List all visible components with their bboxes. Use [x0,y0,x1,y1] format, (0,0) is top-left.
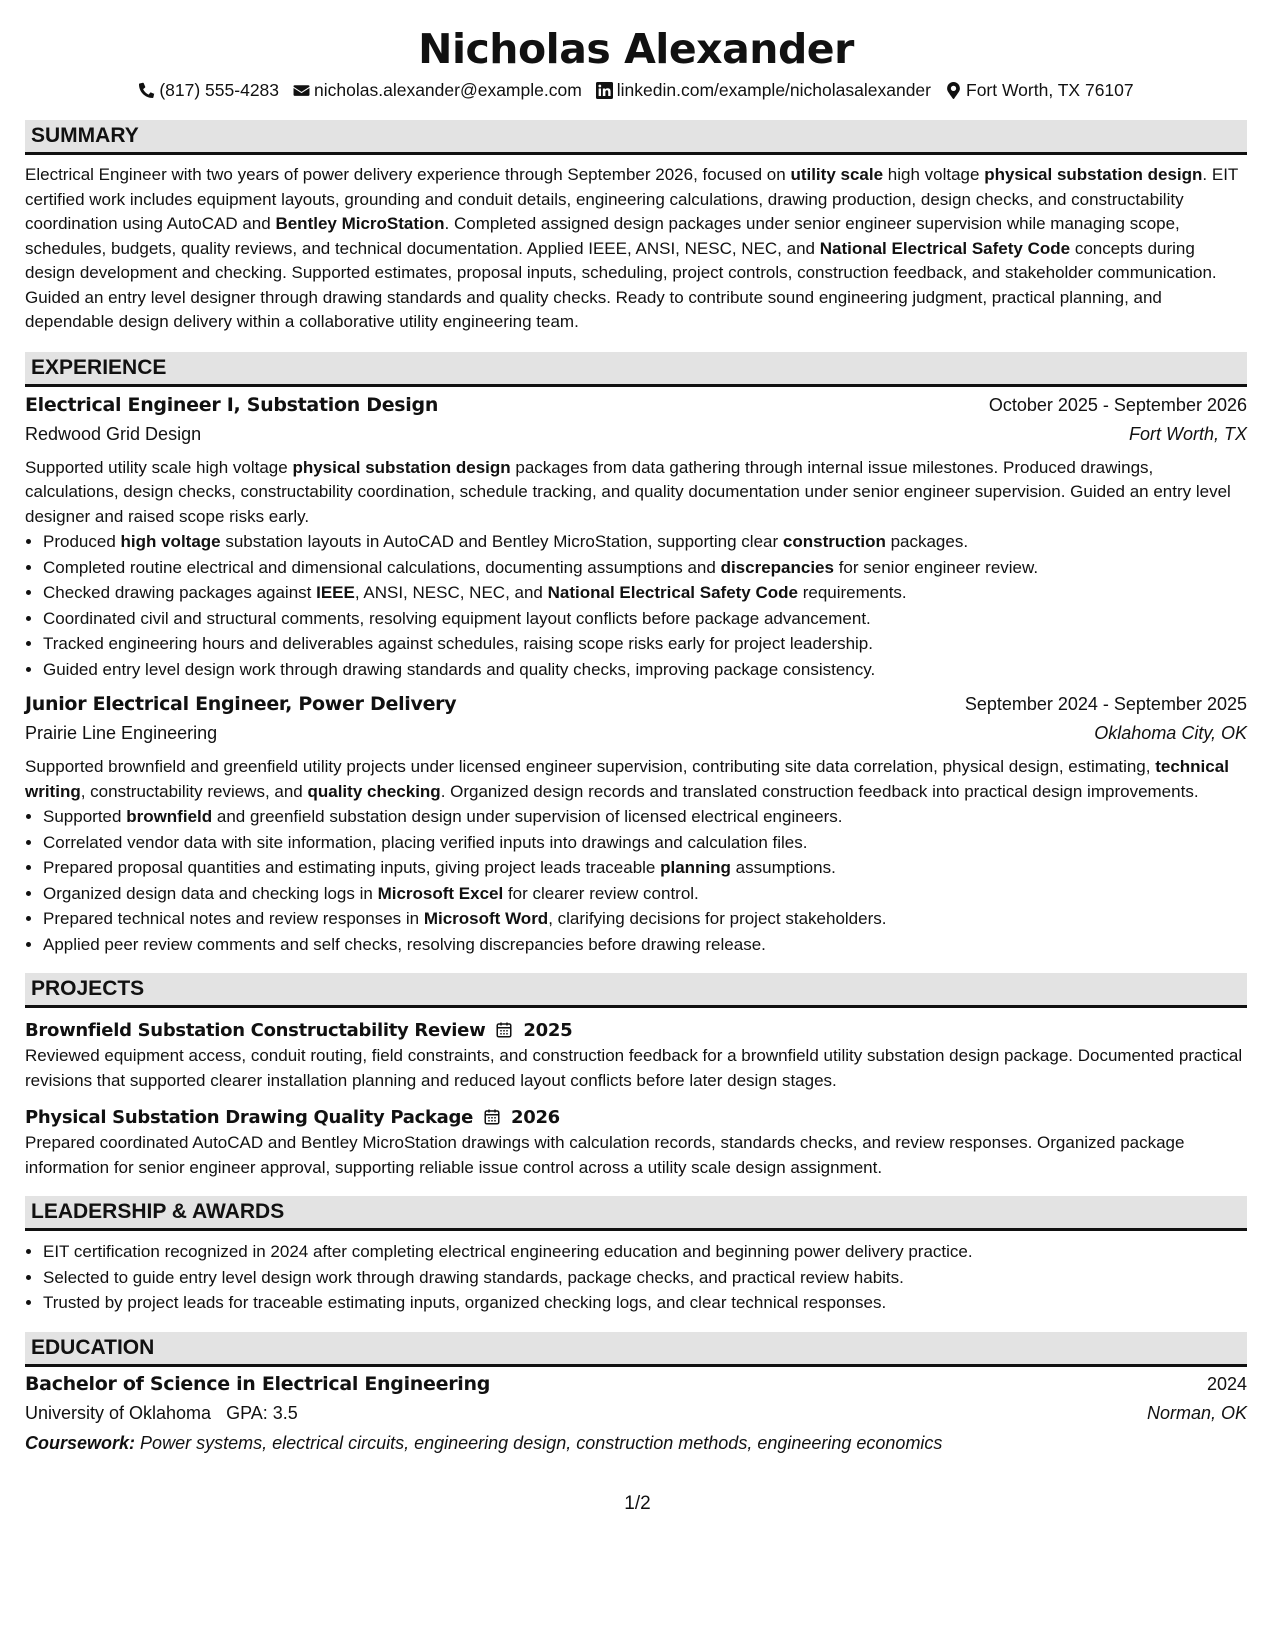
list-item [43,606,1247,632]
text-span: Applied peer review comments and self checks, resolving discrepancies before drawing release. [43,934,766,954]
text-span: . EIT certified work includes equipment layouts, grounding and conduit details, engineering calculations, drawing production, design checks, and constructability coordination using AutoCAD and [25,165,1238,233]
text-span: Produced [43,532,121,551]
phone-text: (817) 555-4283 [159,79,280,100]
list-item [43,855,1247,881]
bold-text: IEEE [316,583,355,602]
contact-bar [25,78,1247,102]
text-span: Supported brownfield and greenfield utility projects under licensed engineer supervision, contributing site data correlation, physical design, estimating, [25,757,1156,776]
list-item [43,906,1247,932]
school-line [25,1403,298,1424]
text-span: Prepared proposal quantities and estimating inputs, giving project leads traceable [43,858,661,877]
degree: Bachelor of Science in Electrical Engineering [25,1372,490,1395]
job-summary [25,456,1247,530]
job-entry [25,394,1247,683]
text-span: Electrical Engineer with two years of power delivery experience through September 2026, focused on [25,165,791,184]
text-span: for senior engineer review. [833,557,1039,577]
job-bullets [25,529,1247,682]
project-title: Brownfield Substation Constructability Review [25,1019,486,1041]
text-span: packages. [885,532,969,551]
bold-text: Bentley MicroStation [275,214,445,233]
project-description: Prepared coordinated AutoCAD and Bentley MicroStation drawings with calculation records, standards checks, and review responses. Organized package information for senior engineer approval, supporting reliable issue control across a utility scale design assignment. [25,1133,1185,1177]
bold-text: physical substation design [292,457,511,477]
list-item [43,804,1247,830]
list-item [43,830,1247,856]
text-span: Coordinated civil and structural comments, resolving equipment layout conflicts before package advancement. [43,608,871,628]
bold-text: planning [660,858,731,877]
text-span: packages from data gathering through internal issue milestones. Produced drawings, calculations, design checks, constructability coordination, schedule tracking, and quality documentation under senior engineer supervision. Guided an entry level designer and raised scope risks early. [25,457,1231,526]
coursework [25,1433,1247,1463]
text-span: concepts during design development and checking. Supported estimates, proposal inputs, scheduling, project controls, construction feedback, and stakeholder communication. Guided an entry level designer through drawing standards and quality checks. Ready to contribute sound engineering judgment, practical planning, and dependable design delivery within a collaborative utility engineering team. [25,238,1217,331]
project-year: 2026 [511,1106,560,1128]
job-bullets [25,804,1247,957]
phone-icon [138,82,155,99]
location-text: Fort Worth, TX 76107 [966,79,1134,100]
project-year: 2025 [523,1019,573,1041]
graduation-year: 2024 [1206,1373,1247,1394]
experience-header: EXPERIENCE [25,352,1247,387]
list-item [43,657,1247,683]
list-item [43,555,1247,581]
candidate-name: Nicholas Alexander [418,25,854,73]
list-item: • Trusted by project leads for traceable estimating inputs, organized checking logs, and clear technical responses. [43,1290,1247,1316]
job-summary [25,755,1247,804]
list-item [43,881,1247,907]
bold-text: technical writing [25,757,1229,801]
list-item [43,529,1247,555]
text-span: Correlated vendor data with site information, placing verified inputs into drawings and calculation files. [43,832,808,852]
bold-text: Microsoft Word [423,909,549,928]
resume-page [25,0,1247,1463]
job-location: Oklahoma City, OK [1094,723,1247,743]
projects-header: PROJECTS [25,973,1247,1008]
calendar-icon [495,1021,513,1039]
page-number: 1/2 [624,1493,651,1514]
text-span: high voltage [883,165,985,184]
summary-header: SUMMARY [25,120,1247,155]
text-span: , ANSI, NESC, NEC, and [354,583,548,602]
text-span: Tracked engineering hours and deliverables against schedules, raising scope risks early for project leadership. [43,634,873,653]
linkedin-icon [596,82,613,99]
text-span: Supported utility scale high voltage [25,457,293,477]
text-span: substation layouts in AutoCAD and Bentley MicroStation, supporting clear [220,532,783,551]
gpa: GPA: 3.5 [226,1402,298,1423]
contact-location [945,80,1134,101]
text-span: . Organized design records and translated construction feedback into practical design improvements. [440,781,1199,801]
list-item [43,580,1247,606]
job-location: Fort Worth, TX [1128,423,1247,444]
bold-text: Microsoft Excel [377,883,504,903]
job-title: Junior Electrical Engineer, Power Delivery [25,693,457,715]
project-description: Reviewed equipment access, conduit routing, field constraints, and construction feedback for a brownfield utility substation design package. Documented practical revisions that supported clearer installation planning and reduced layout conflicts before later design stages. [25,1046,1243,1090]
company-name: Redwood Grid Design [25,423,202,444]
contact-email[interactable] [293,80,582,101]
map-pin-icon [945,82,962,99]
text-span: and greenfield substation design under supervision of licensed electrical engineers. [212,807,843,826]
bold-text: National Electrical Safety Code [547,583,798,602]
leadership-bullets [25,1239,1247,1316]
bold-text: utility scale [790,165,884,184]
text-span: Completed routine electrical and dimensional calculations, documenting assumptions and [43,557,721,577]
contact-phone [138,80,279,101]
text-span: for clearer review control. [503,883,699,903]
job-entry [25,693,1247,957]
summary-text [25,163,1247,335]
list-item [43,932,1247,958]
bold-text: construction [782,532,886,551]
envelope-icon [293,82,310,99]
bold-text: discrepancies [720,557,834,577]
bold-text: physical substation design [984,165,1203,184]
text-span: requirements. [798,583,907,602]
text-span: , constructability reviews, and [80,781,308,801]
text-span: Organized design data and checking logs in [43,883,378,903]
project-title: Physical Substation Drawing Quality Package [25,1106,473,1128]
bold-text: quality checking [307,781,441,801]
job-title: Electrical Engineer I, Substation Design [25,393,439,416]
text-span: Supported [43,807,127,826]
linkedin-text: linkedin.com/example/nicholasalexander [616,79,931,100]
text-span: Prepared technical notes and review responses in [43,909,424,928]
text-span: Guided entry level design work through drawing standards and quality checks, improving package consistency. [43,659,876,679]
contact-linkedin[interactable] [596,80,931,101]
school-location: Norman, OK [1146,1402,1247,1423]
company-name: Prairie Line Engineering [25,723,218,743]
bold-text: brownfield [126,807,213,826]
list-item: • EIT certification recognized in 2024 after completing electrical engineering education and beginning power delivery practice. [43,1239,1247,1265]
leadership-header: LEADERSHIP & AWARDS [25,1196,1247,1231]
calendar-icon [483,1108,501,1126]
coursework-list: Power systems, electrical circuits, engineering design, construction methods, engineering economics [140,1432,943,1453]
project-entry [25,1103,1247,1180]
text-span: Checked drawing packages against [43,583,317,602]
text-span: , clarifying decisions for project stakeholders. [548,909,887,928]
project-entry [25,1016,1247,1093]
bold-text: high voltage [120,532,221,551]
job-dates: September 2024 - September 2025 [964,694,1247,714]
job-dates: October 2025 - September 2026 [988,394,1247,415]
list-item: • Selected to guide entry level design work through drawing standards, package checks, and practical review habits. [43,1265,1247,1291]
email-text: nicholas.alexander@example.com [314,79,582,100]
school-name: University of Oklahoma [25,1402,212,1423]
list-item [43,631,1247,657]
education-entry [25,1373,1247,1463]
coursework-label: Coursework: [25,1432,136,1453]
text-span: assumptions. [730,858,836,877]
text-span: . Completed assigned design packages under senior engineer supervision while managing scope, schedules, budgets, quality reviews, and technical documentation. Applied IEEE, ANSI, NESC, NEC, and [25,214,1180,258]
bold-text: National Electrical Safety Code [819,238,1071,258]
education-header: EDUCATION [25,1332,1247,1367]
